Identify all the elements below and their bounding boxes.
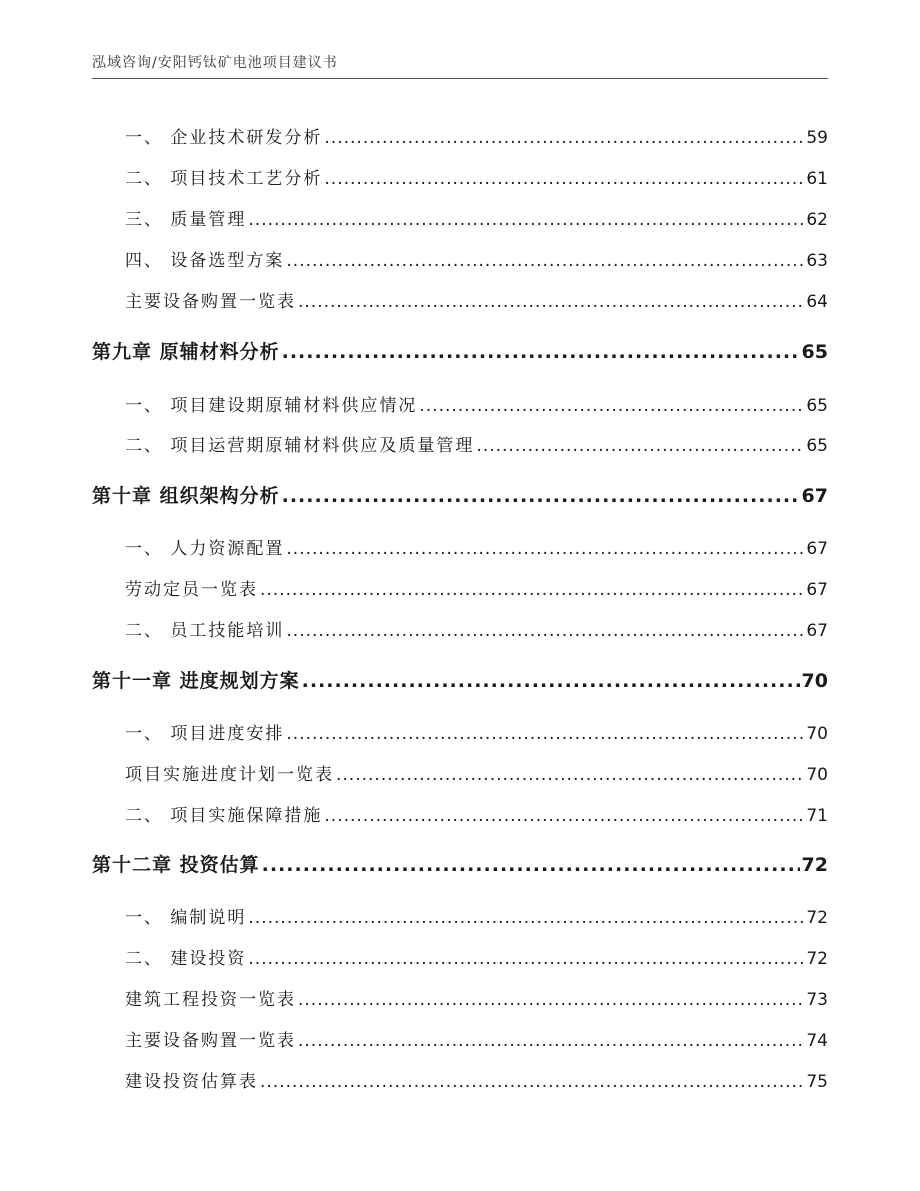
dot-leader (248, 908, 804, 928)
toc-entry-title: 一、 项目建设期原辅材料供应情况 (125, 396, 418, 416)
toc-page-number: 70 (806, 765, 828, 785)
toc-entry[interactable] (125, 534, 828, 559)
toc-chapter-entry[interactable] (92, 850, 828, 877)
dot-leader (324, 169, 804, 189)
toc-entry[interactable] (125, 1067, 828, 1092)
toc-entry[interactable] (125, 246, 828, 271)
dot-leader (262, 854, 800, 876)
toc-page-number: 67 (806, 539, 828, 559)
toc-entry[interactable] (125, 205, 828, 230)
toc-page-number: 73 (806, 990, 828, 1010)
toc-entry[interactable] (125, 164, 828, 189)
toc-entry-title: 项目实施进度计划一览表 (125, 765, 334, 785)
toc-entry-title: 一、 企业技术研发分析 (125, 128, 323, 148)
toc-page-number: 67 (806, 621, 828, 641)
toc-entry-title: 四、 设备选型方案 (125, 251, 285, 271)
dot-leader (302, 670, 800, 692)
dot-leader (282, 341, 800, 363)
toc-page-number: 72 (801, 854, 828, 876)
toc-page-number: 62 (806, 210, 828, 230)
header-divider (92, 78, 828, 79)
toc-entry-title: 二、 项目运营期原辅材料供应及质量管理 (125, 436, 475, 456)
toc-page-number: 61 (806, 169, 828, 189)
dot-leader (298, 292, 804, 312)
running-header: 泓域咨询/安阳钙钛矿电池项目建议书 (92, 55, 338, 71)
toc-page-number: 72 (806, 949, 828, 969)
toc-chapter-entry[interactable] (92, 666, 828, 693)
dot-leader (324, 128, 804, 148)
dot-leader (286, 621, 804, 641)
dot-leader (248, 949, 804, 969)
toc-page-number: 64 (806, 292, 828, 312)
dot-leader (298, 990, 804, 1010)
dot-leader (324, 806, 804, 826)
dot-leader (286, 251, 804, 271)
dot-leader (476, 436, 804, 456)
dot-leader (298, 1031, 804, 1051)
toc-entry[interactable] (125, 903, 828, 928)
toc-chapter-title: 第十一章 进度规划方案 (92, 670, 300, 692)
toc-entry[interactable] (125, 123, 828, 148)
toc-page-number: 65 (806, 396, 828, 416)
toc-entry-title: 劳动定员一览表 (125, 580, 258, 600)
toc-entry[interactable] (125, 944, 828, 969)
toc-page-number: 67 (806, 580, 828, 600)
toc-page-number: 59 (806, 128, 828, 148)
dot-leader (419, 396, 804, 416)
toc-entry-title: 一、 项目进度安排 (125, 724, 285, 744)
toc-entry-title: 主要设备购置一览表 (125, 292, 296, 312)
toc-entry[interactable] (125, 287, 828, 312)
toc-entry[interactable] (125, 801, 828, 826)
toc-page-number: 75 (806, 1072, 828, 1092)
toc-entry[interactable] (125, 719, 828, 744)
toc-entry-title: 二、 建设投资 (125, 949, 247, 969)
toc-chapter-entry[interactable] (92, 481, 828, 508)
toc-page-number: 70 (801, 670, 828, 692)
toc-entry[interactable] (125, 431, 828, 456)
toc-chapter-title: 第十二章 投资估算 (92, 854, 260, 876)
toc-entry-title: 二、 项目实施保障措施 (125, 806, 323, 826)
toc-entry-title: 二、 员工技能培训 (125, 621, 285, 641)
toc-entry-title: 建设投资估算表 (125, 1072, 258, 1092)
toc-entry-title: 主要设备购置一览表 (125, 1031, 296, 1051)
dot-leader (286, 539, 804, 559)
toc-entry-title: 二、 项目技术工艺分析 (125, 169, 323, 189)
toc-entry-title: 一、 编制说明 (125, 908, 247, 928)
toc-page-number: 67 (801, 485, 828, 507)
toc-entry[interactable] (125, 575, 828, 600)
toc-entry[interactable] (125, 1026, 828, 1051)
dot-leader (336, 765, 804, 785)
toc-page-number: 65 (806, 436, 828, 456)
toc-entry-title: 一、 人力资源配置 (125, 539, 285, 559)
toc-entry[interactable] (125, 760, 828, 785)
toc-page-number: 70 (806, 724, 828, 744)
dot-leader (286, 724, 804, 744)
toc-page-number: 72 (806, 908, 828, 928)
dot-leader (248, 210, 804, 230)
toc-page-number: 65 (801, 341, 828, 363)
toc-entry[interactable] (125, 391, 828, 416)
toc-chapter-title: 第十章 组织架构分析 (92, 485, 280, 507)
toc-page-number: 63 (806, 251, 828, 271)
dot-leader (260, 1072, 804, 1092)
toc-chapter-entry[interactable] (92, 337, 828, 364)
toc-page-number: 71 (806, 806, 828, 826)
toc-entry[interactable] (125, 616, 828, 641)
dot-leader (282, 485, 800, 507)
toc-page-number: 74 (806, 1031, 828, 1051)
toc-entry-title: 建筑工程投资一览表 (125, 990, 296, 1010)
dot-leader (260, 580, 804, 600)
toc-chapter-title: 第九章 原辅材料分析 (92, 341, 280, 363)
toc-entry-title: 三、 质量管理 (125, 210, 247, 230)
toc-entry[interactable] (125, 985, 828, 1010)
